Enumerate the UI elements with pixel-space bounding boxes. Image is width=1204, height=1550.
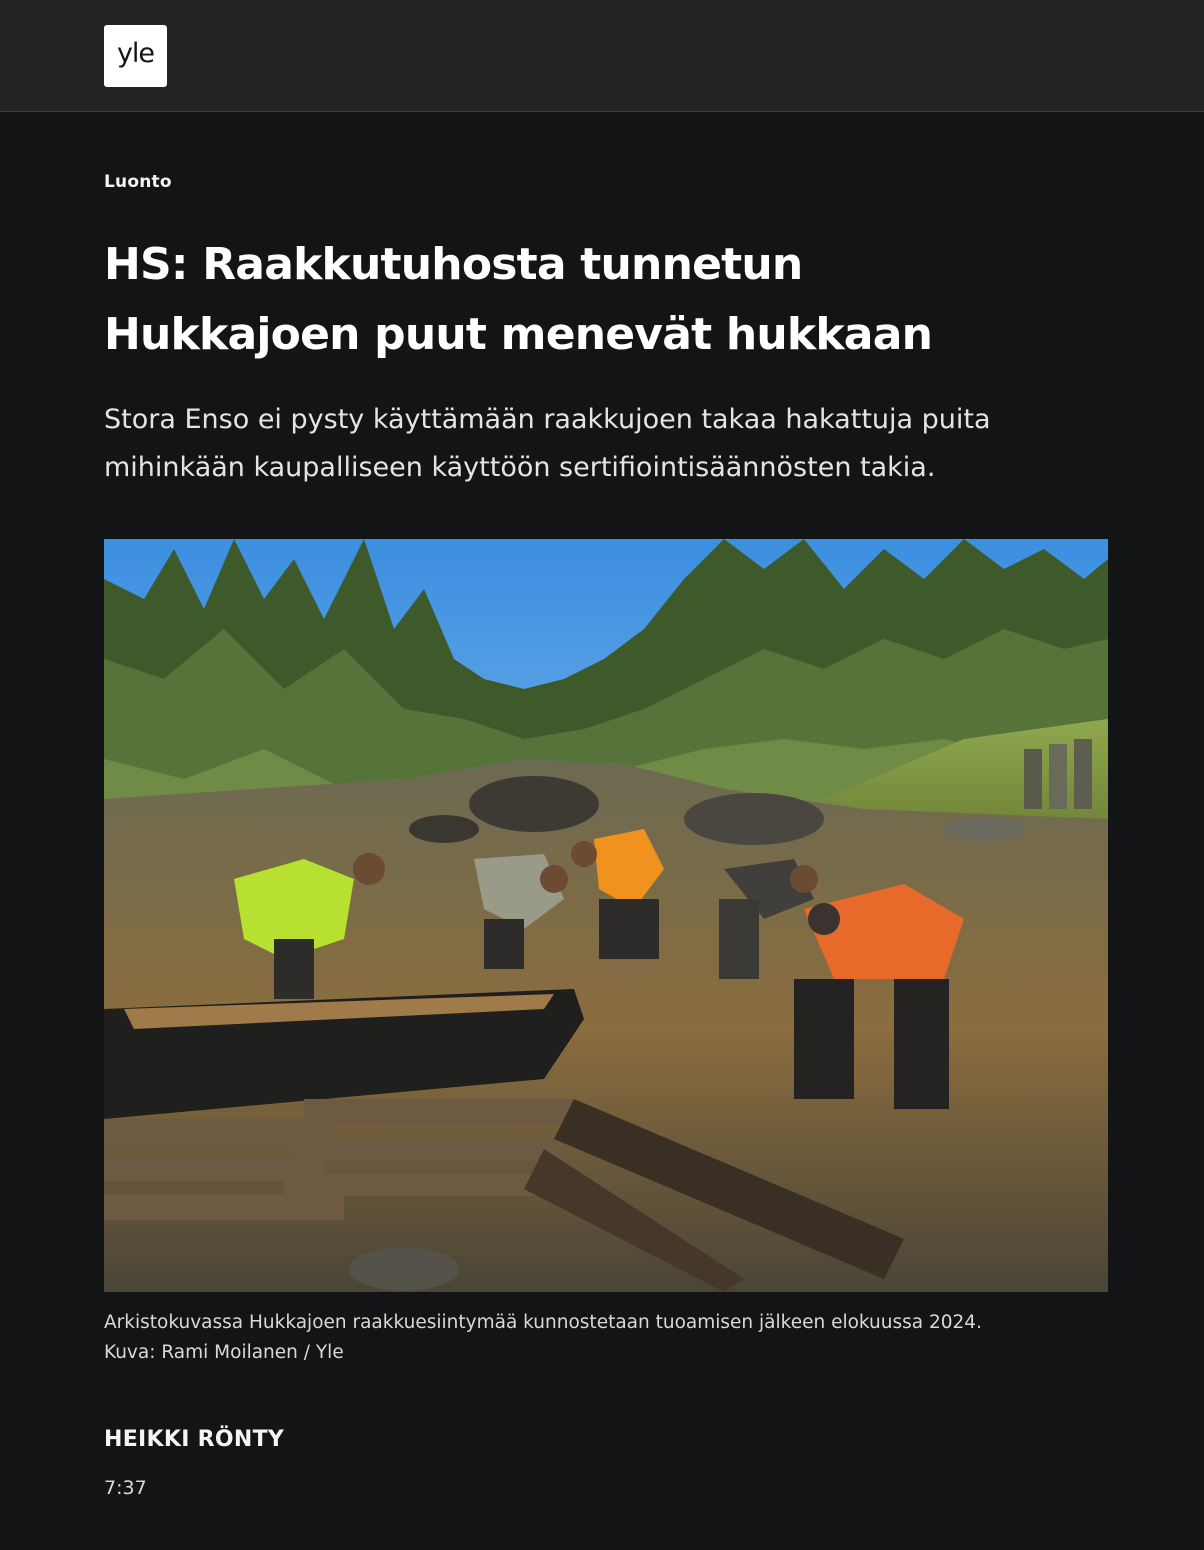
lead-line-2: mihinkään kaupalliseen käyttöön sertifiointisäännösten takia. [104, 452, 936, 483]
yle-logo[interactable]: yle [104, 25, 167, 87]
lead-line-1: Stora Enso ei pysty käyttämään raakkujoen takaa hakattuja puita [104, 404, 991, 435]
category-link[interactable]: Luonto [104, 172, 172, 192]
headline-line-1: HS: Raakkutuhosta tunnetun [104, 239, 803, 290]
author-link[interactable]: HEIKKI RÖNTY [104, 1427, 285, 1452]
article-lead [104, 396, 1114, 492]
caption-text: Arkistokuvassa Hukkajoen raakkuesiintymää kunnostetaan tuoamisen jälkeen elokuussa 2024. [104, 1312, 982, 1333]
photo-caption [104, 1308, 1114, 1368]
article-headline [104, 230, 1104, 370]
river-photo-illustration [104, 539, 1108, 1292]
headline-line-2: Hukkajoen puut menevät hukkaan [104, 309, 933, 360]
publish-time: 7:37 [104, 1477, 147, 1499]
site-header [0, 0, 1204, 112]
caption-credit: Kuva: Rami Moilanen / Yle [104, 1342, 344, 1363]
article-photo[interactable] [104, 539, 1108, 1292]
